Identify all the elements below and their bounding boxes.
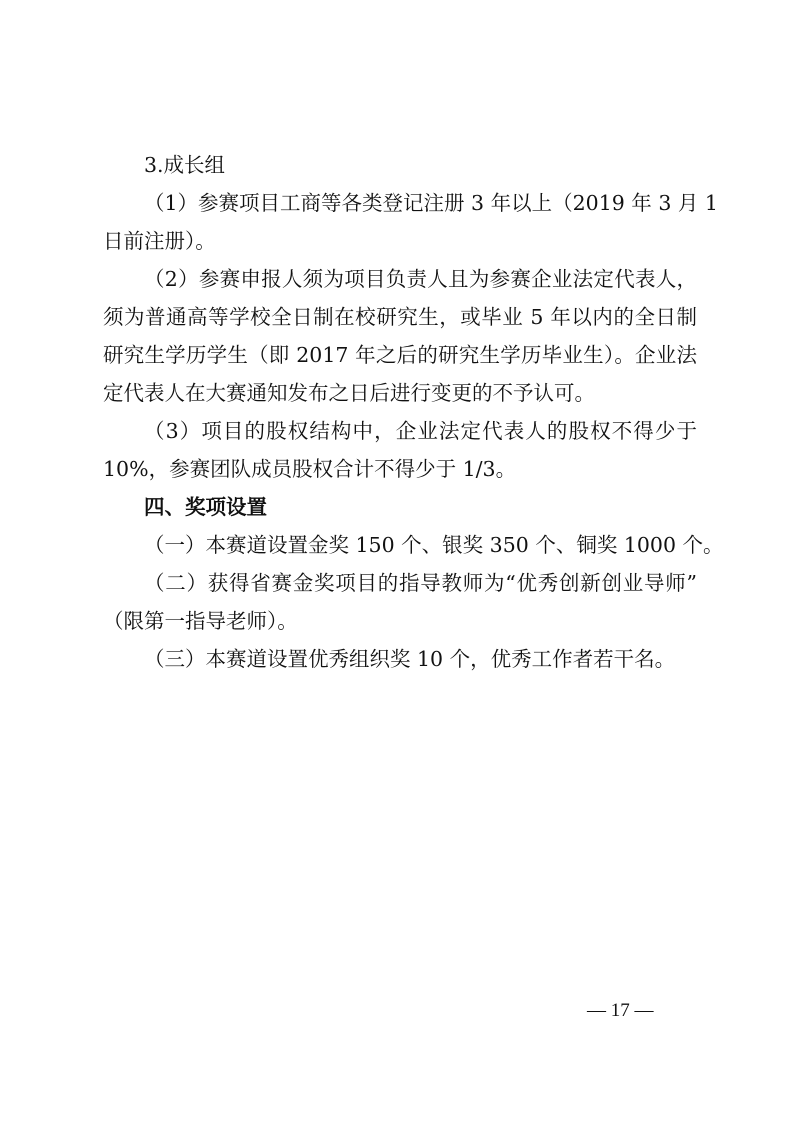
- paragraph-line: （1）参赛项目工商等各类登记注册 3 年以上（2019 年 3 月 1: [144, 191, 718, 215]
- paragraph-line: 研究生学历学生（即 2017 年之后的研究生学历毕业生）。企业法: [103, 343, 697, 367]
- paragraph-line: 定代表人在大赛通知发布之日后进行变更的不予认可。: [103, 381, 595, 405]
- page-number: — 17 —: [587, 1000, 654, 1021]
- section-title-growth-group: 3.成长组: [144, 153, 226, 177]
- section-heading-awards: 四、奖项设置: [144, 495, 267, 519]
- paragraph-line: （一）本赛道设置金奖 150 个、银奖 350 个、铜奖 1000 个。: [144, 533, 724, 557]
- paragraph-line: （限第一指导老师）。: [103, 609, 298, 633]
- paragraph-line: （3）项目的股权结构中，企业法定代表人的股权不得少于: [144, 419, 697, 443]
- paragraph-line: （2）参赛申报人须为项目负责人且为参赛企业法定代表人，: [144, 267, 697, 291]
- paragraph-line: （三）本赛道设置优秀组织奖 10 个，优秀工作者若干名。: [144, 647, 676, 671]
- paragraph-line: 日前注册）。: [103, 229, 216, 253]
- document-body: [103, 146, 724, 678]
- paragraph-line: （二）获得省赛金奖项目的指导教师为“优秀创新创业导师”: [144, 571, 697, 595]
- paragraph-line: 10%，参赛团队成员股权合计不得少于 1/3。: [103, 457, 517, 481]
- paragraph-line: 须为普通高等学校全日制在校研究生，或毕业 5 年以内的全日制: [103, 305, 697, 329]
